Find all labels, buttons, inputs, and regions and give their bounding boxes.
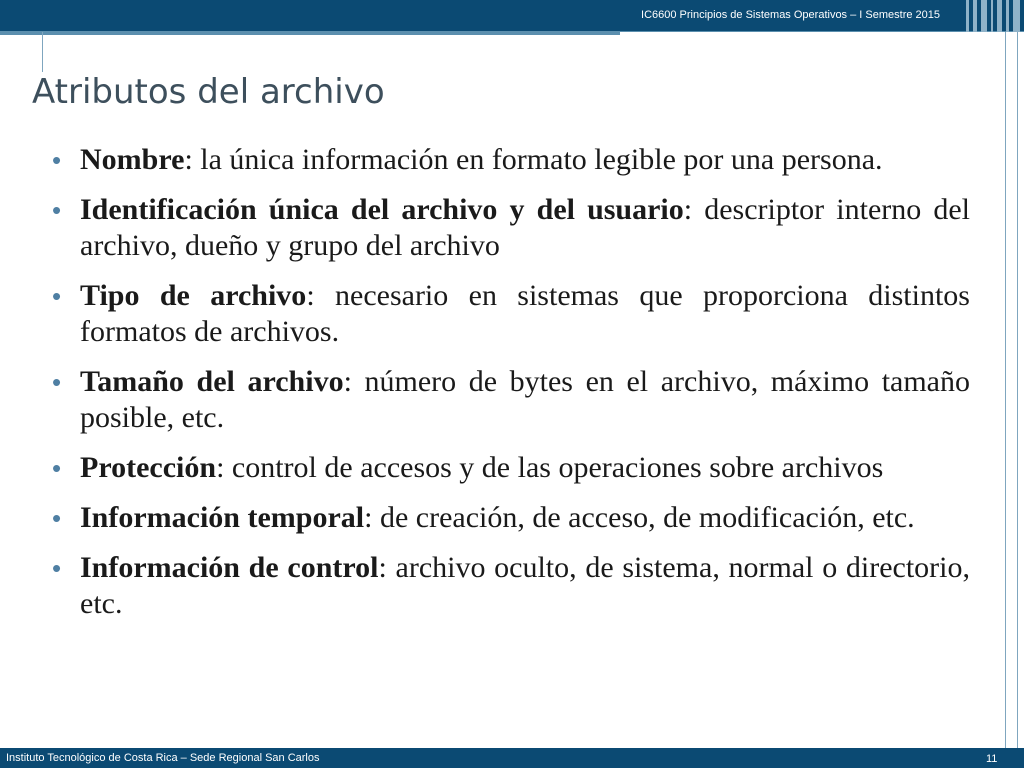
bullet-term: Información de control <box>80 551 379 584</box>
bullet-dot-icon: • <box>52 195 62 225</box>
bullet-dot-icon: • <box>52 553 62 583</box>
header-accent-bar <box>0 31 620 35</box>
bullet-item <box>52 500 970 536</box>
bullet-text: : número de bytes en el archivo, máximo tamaño posible, etc. <box>80 365 970 434</box>
page-number: 11 <box>986 753 998 765</box>
bullet-term: Información temporal <box>80 501 365 534</box>
vertical-rule-right-outer <box>1017 32 1018 748</box>
bullet-term: Identificación única del archivo y del usuario <box>80 193 684 226</box>
decorative-stripes <box>964 0 1024 32</box>
bullet-dot-icon: • <box>52 145 62 175</box>
bullet-dot-icon: • <box>52 281 62 311</box>
bullet-dot-icon: • <box>52 367 62 397</box>
bullet-text: : necesario en sistemas que proporciona distintos formatos de archivos. <box>80 279 970 348</box>
vertical-rule-left <box>42 32 43 72</box>
bullet-text: : archivo oculto, de sistema, normal o directorio, etc. <box>80 551 971 620</box>
bullet-text: : control de accesos y de las operaciones sobre archivos <box>216 451 884 484</box>
bullet-item <box>52 450 970 486</box>
bullet-dot-icon: • <box>52 453 62 483</box>
bullet-term: Protección <box>80 451 217 484</box>
bullet-dot-icon: • <box>52 503 62 533</box>
bullet-item <box>52 364 970 436</box>
bullet-term: Nombre <box>80 143 185 176</box>
bullet-text: : descriptor interno del archivo, dueño y grupo del archivo <box>80 193 971 262</box>
bullet-term: Tipo de archivo <box>80 279 307 312</box>
slide-title: Atributos del archivo <box>32 72 385 112</box>
bullet-item <box>52 142 970 178</box>
course-title: IC6600 Principios de Sistemas Operativos – I Semestre 2015 <box>641 9 940 21</box>
bullet-text: : la única información en formato legible por una persona. <box>184 143 883 176</box>
bullet-item <box>52 278 970 350</box>
footer-institution: Instituto Tecnológico de Costa Rica – Sede Regional San Carlos <box>6 752 320 764</box>
bullet-text: : de creación, de acceso, de modificación, etc. <box>364 501 915 534</box>
bullet-term: Tamaño del archivo <box>80 365 344 398</box>
bullet-item <box>52 192 970 264</box>
bullet-item <box>52 550 970 622</box>
bullet-list <box>52 142 970 636</box>
vertical-rule-right <box>1005 32 1006 748</box>
